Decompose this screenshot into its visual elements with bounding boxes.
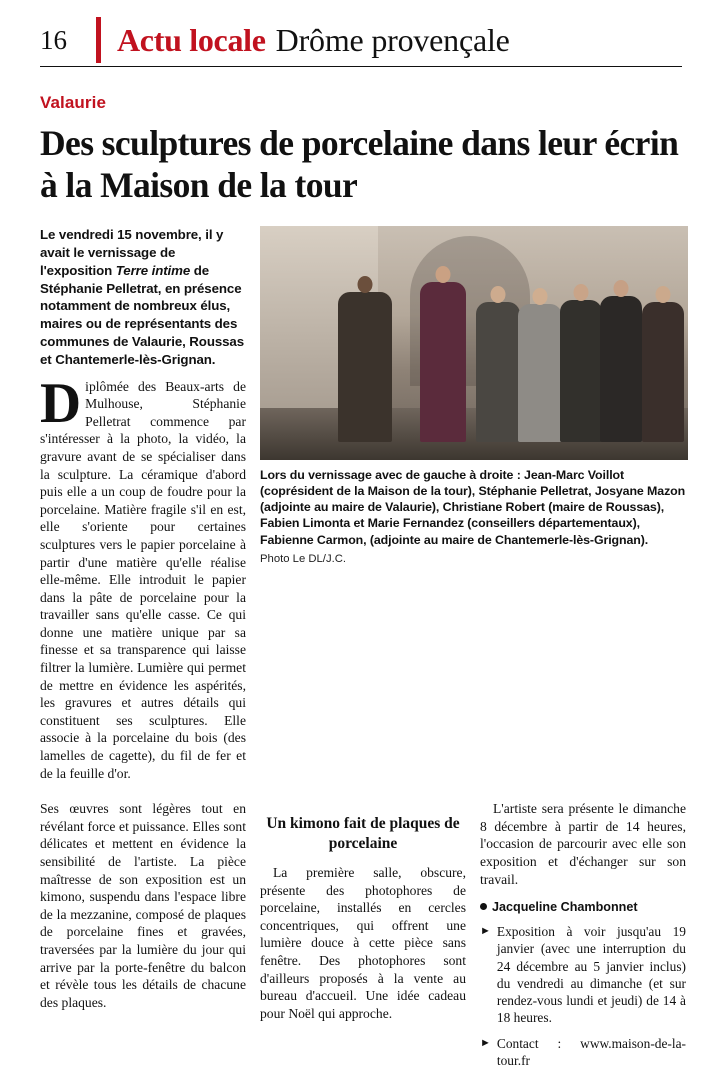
photo-person [476, 302, 520, 442]
info-item [480, 1035, 686, 1069]
column-one [40, 226, 246, 790]
photo-person-head [358, 276, 373, 293]
photo-person [642, 302, 684, 442]
bottom-section [40, 800, 686, 1069]
photo-person-head [533, 288, 548, 305]
photo-person-head [436, 266, 451, 283]
lead-paragraph [40, 371, 246, 783]
photo-person-head [656, 286, 671, 303]
byline [480, 900, 686, 914]
photo-block [260, 226, 688, 565]
triangle-right-icon: ► [480, 925, 491, 938]
info-item [480, 923, 686, 1026]
bullet-icon [480, 903, 487, 910]
photo-person-head [491, 286, 506, 303]
column-three [480, 800, 686, 1069]
rubric-label: Actu locale [117, 21, 266, 58]
article-body [40, 226, 686, 1069]
photo-person [518, 304, 562, 442]
page-title: Des sculptures de porcelaine dans leur écrin à la Maison de la tour [40, 123, 679, 205]
photo-person [560, 300, 602, 442]
photo-caption: Lors du vernissage avec de gauche à droite : Jean-Marc Voillot (coprésident de la Maison de la tour), Stéphanie Pelletrat, Josyane Mazon (adjointe au maire de Valaurie), Christiane Robert (maire de Roussas), Fabien Limonta et Marie Fernandez (conseillers départementaux), Fabienne Carmon, (adjointe au maire de Chantemerle-lès-Grignan). [260, 468, 686, 547]
masthead [40, 0, 682, 62]
photo-person [338, 292, 392, 442]
photo-credit: Photo Le DL/J.C. [260, 552, 347, 565]
body-paragraph: Ses œuvres sont légères tout en révélant force et puissance. Elles sont délicates et mettent en évidence la sensibilité de l'artiste. La pièce maîtresse de son exposition est un kimono, suspendu dans l'espace libre de la mezzanine, composé de plaques de porcelaine fines et gravées, traversées par la lumière du jour qui arrive par la porte-fenêtre du balcon et révèle tous les détails de chacune des plaques. [40, 801, 246, 1010]
info-text: Exposition à voir jusqu'au 19 janvier (avec une interruption du 24 décembre au 5 janvier inclus) du vendredi au dimanche (et sur rendez-vous lundi et jeudi) de 14 à 18 heures. [496, 924, 686, 1025]
body-paragraph: L'artiste sera présente le dimanche 8 décembre à partir de 14 heures, l'occasion de parcourir avec elle son exposition et d'échanger sur son travail. [480, 801, 686, 887]
standfirst-part2: de Stéphanie Pelletrat, en présence notamment de nombreux élus, maires ou de représentants des communes de Valaurie, Roussas et Chantemerle-lès-Grignan. [40, 262, 245, 367]
section-label: Drôme provençale [275, 21, 510, 58]
triangle-right-icon: ► [480, 1037, 491, 1050]
article-photo [260, 226, 688, 460]
standfirst [40, 226, 246, 369]
lead-paragraph-text: iplômée des Beaux-arts de Mulhouse, Stéphanie Pelletrat commence par s'intéresser à la photo, la vidéo, la gravure avant de se spécialiser dans la sculpture. La céramique d'abord puis elle a un coup de foudre pour la porcelaine. Matière fragile s'il en est, elle s'oriente pour certaines sculptures vers le papier porcelaine à partir d'une matière qu'elle réalise elle-même. Elle introduit le papier dans la pâte de porcelaine pour la travailler sans qu'elle casse. Ce qui donne une matière unique par sa finesse et sa transparence qui laisse filtrer la lumière. Lumière qui permet de mettre en évidence les aspérités, les gravures et autres détails qui constituent ses sculptures. Elle associe à la porcelaine du bois (des lamelles de cagette), du fil de fer et de la feuille d'or. [40, 378, 246, 781]
photo-person [600, 296, 642, 442]
standfirst-exhibition-title: Terre intime [115, 262, 191, 278]
subheading: Un kimono fait de plaques de porcelaine [266, 815, 460, 852]
paragraph-gap [40, 782, 246, 790]
photo-person [420, 282, 466, 442]
info-text: Contact : www.maison-de-la-tour.fr [496, 1036, 686, 1069]
masthead-titles [117, 22, 510, 59]
page-number: 16 [40, 24, 67, 55]
locality-label: Valaurie [40, 93, 107, 112]
body-paragraph: La première salle, obscure, présente des photophores de porcelaine, installés en cercles concentriques, qui offrent une lumière douce à cette pièce sans fenêtre. Des photophores sont d'ailleurs proposés à la vente au bureau d'accueil. Une idée cadeau pour Noël qui approche. [260, 864, 466, 1021]
header-divider [40, 66, 682, 67]
column-two [260, 800, 466, 1022]
standfirst-part1: Le vendredi 15 novembre, il y avait le vernissage de l'exposition [40, 227, 224, 278]
photo-person-head [574, 284, 589, 301]
drop-cap: D [40, 371, 82, 435]
photo-person-head [614, 280, 629, 297]
byline-author: Jacqueline Chambonnet [492, 900, 638, 915]
column-one-continued [40, 800, 246, 1011]
top-section [40, 226, 686, 790]
masthead-red-rule [96, 17, 101, 63]
